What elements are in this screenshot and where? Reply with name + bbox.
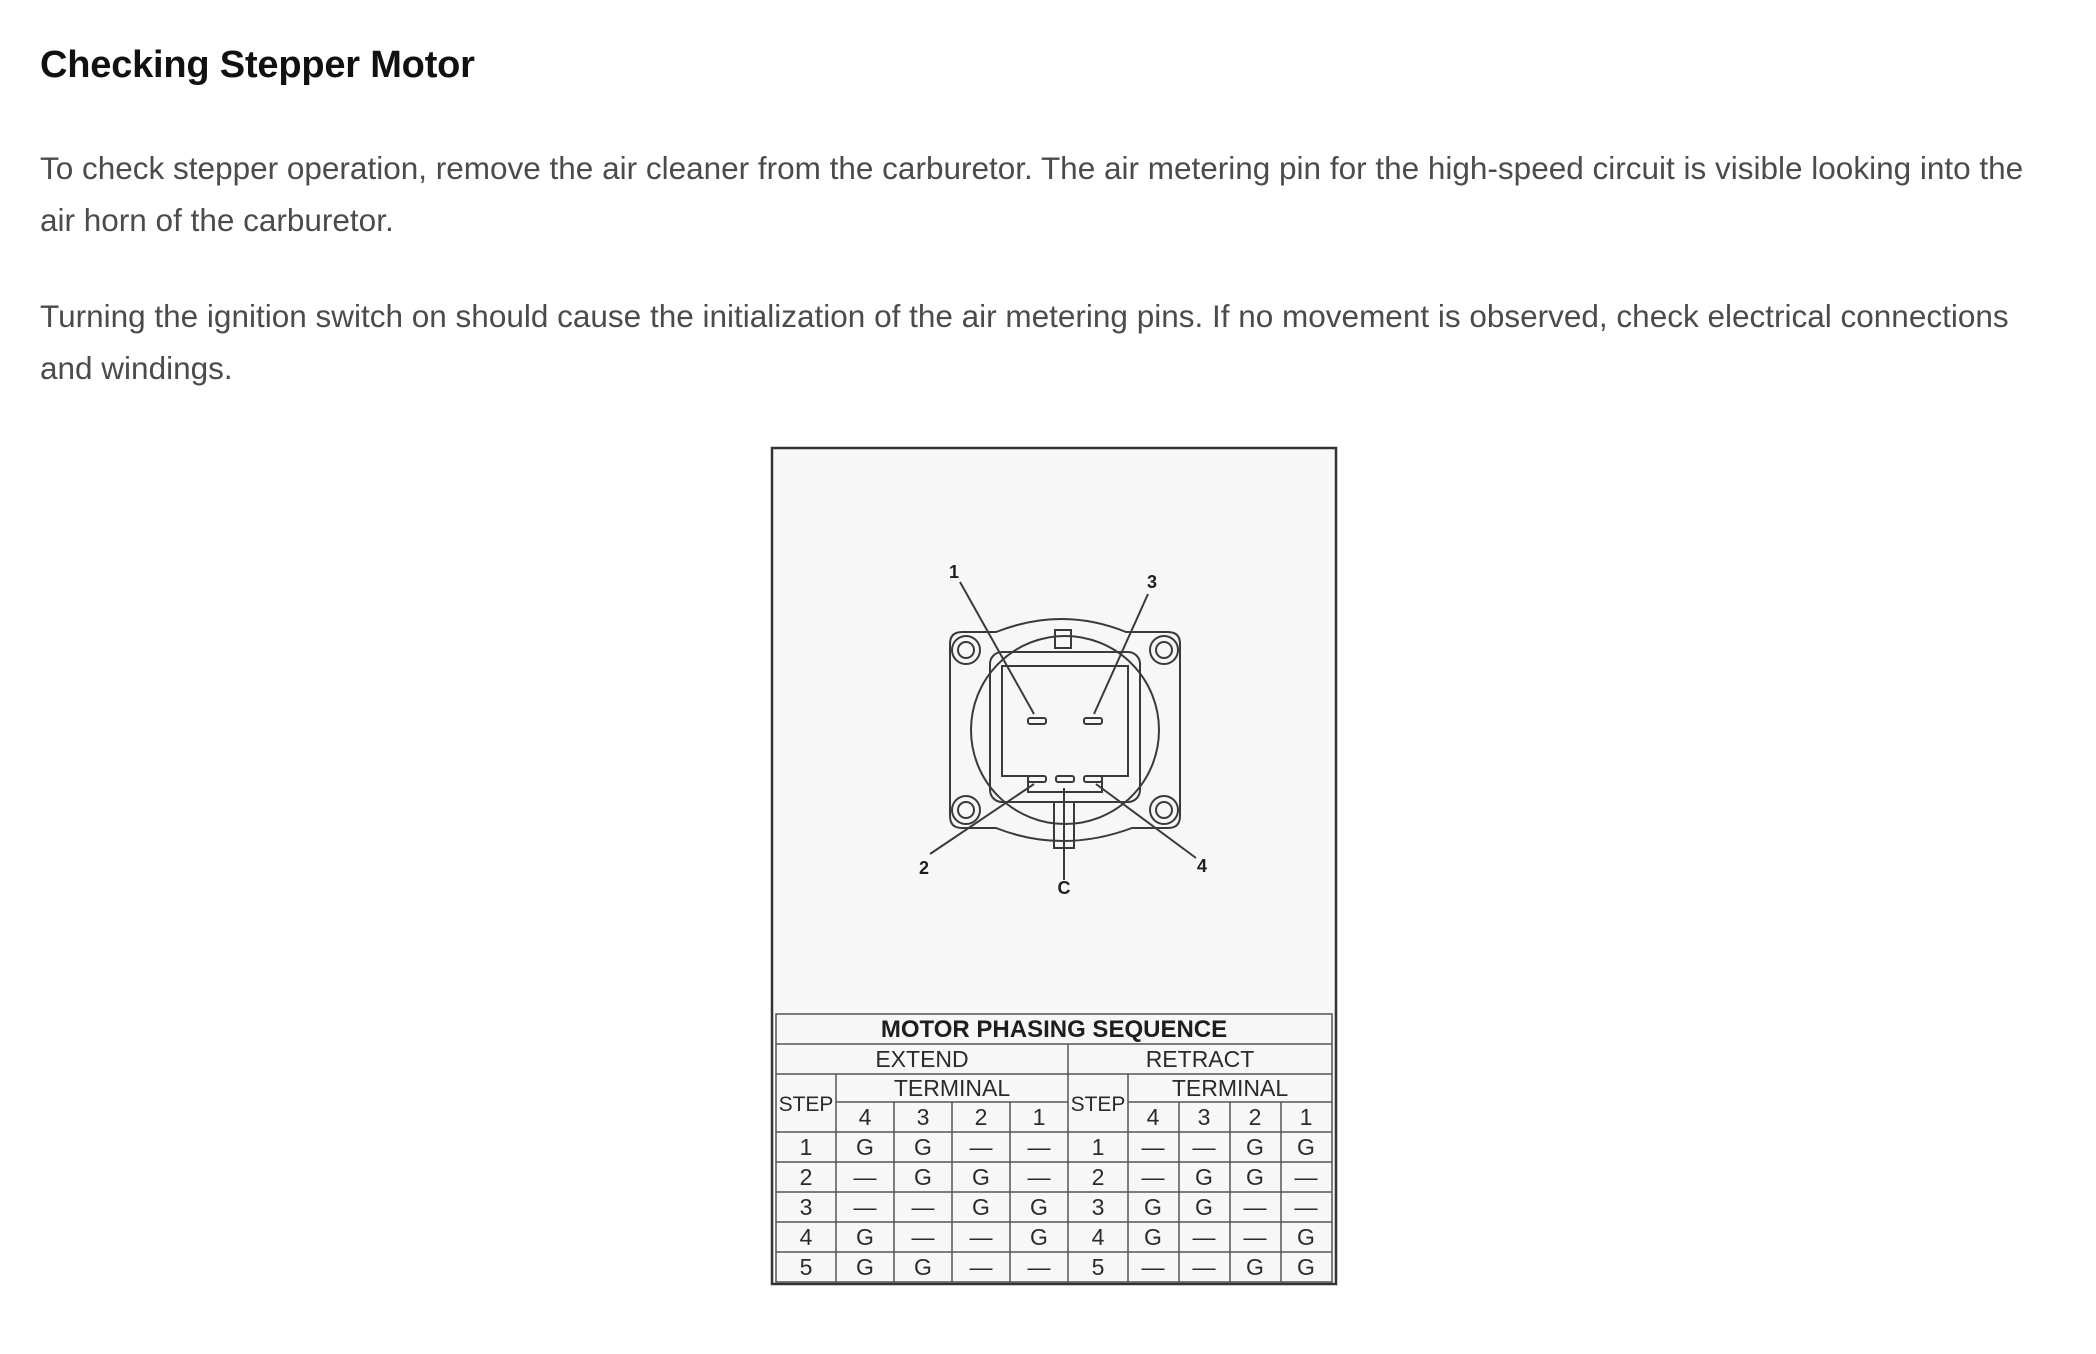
connector-label-c: C [1057,878,1071,898]
extend-terminal-2-header: 2 [974,1104,988,1130]
extend-step-4-terminal-1: G [1030,1224,1048,1250]
extend-step-header: STEP [778,1093,834,1116]
retract-step-4-terminal-2: — [1243,1224,1267,1250]
retract-step-3-terminal-1: — [1294,1194,1318,1220]
extend-step-2: 2 [799,1164,813,1190]
extend-step-4: 4 [799,1224,813,1250]
extend-step-1: 1 [799,1134,813,1160]
extend-step-3-terminal-2: G [972,1194,990,1220]
retract-step-5-terminal-2: G [1246,1254,1264,1280]
retract-terminal-4-header: 4 [1146,1104,1160,1130]
retract-step-3: 3 [1091,1194,1105,1220]
extend-step-5-terminal-2: — [969,1254,993,1280]
connector-label-3: 3 [1146,572,1158,592]
retract-step-header: STEP [1070,1093,1126,1116]
extend-step-1-terminal-4: G [856,1134,874,1160]
extend-step-1-terminal-3: G [914,1134,932,1160]
retract-step-1-terminal-3: — [1192,1134,1216,1160]
extend-step-4-terminal-3: — [911,1224,935,1250]
paragraph-stepper-check: To check stepper operation, remove the air cleaner from the carburetor. The air metering pin for the high-speed circuit is visible looking into the air horn of the carburetor. [40,150,2024,238]
extend-step-1-terminal-2: — [969,1134,993,1160]
retract-terminal-3-header: 3 [1197,1104,1211,1130]
retract-step-1-terminal-4: — [1141,1134,1165,1160]
extend-step-1-terminal-1: — [1027,1134,1051,1160]
stepper-motor-diagram [770,446,1338,1286]
retract-terminal-header: TERMINAL [1171,1075,1289,1101]
retract-step-3-terminal-4: G [1144,1194,1162,1220]
extend-step-3-terminal-3: — [911,1194,935,1220]
extend-step-3: 3 [799,1194,813,1220]
extend-step-5-terminal-1: — [1027,1254,1051,1280]
extend-step-2-terminal-2: G [972,1164,990,1190]
extend-step-3-terminal-1: G [1030,1194,1048,1220]
retract-step-5-terminal-3: — [1192,1254,1216,1280]
retract-step-4: 4 [1091,1224,1105,1250]
retract-label: RETRACT [1145,1046,1255,1072]
retract-step-2-terminal-3: G [1195,1164,1213,1190]
retract-step-1: 1 [1091,1134,1105,1160]
retract-step-2-terminal-1: — [1294,1164,1318,1190]
connector-label-1: 1 [948,562,960,582]
retract-step-3-terminal-3: G [1195,1194,1213,1220]
retract-step-2: 2 [1091,1164,1105,1190]
extend-step-4-terminal-4: G [856,1224,874,1250]
retract-step-4-terminal-3: — [1192,1224,1216,1250]
connector-label-2: 2 [918,858,930,878]
retract-step-1-terminal-1: G [1297,1134,1315,1160]
retract-step-5-terminal-4: — [1141,1254,1165,1280]
stepper-motor-figure [770,446,1338,1286]
retract-step-2-terminal-2: G [1246,1164,1264,1190]
retract-step-5: 5 [1091,1254,1105,1280]
extend-step-5: 5 [799,1254,813,1280]
extend-terminal-1-header: 1 [1032,1104,1046,1130]
extend-label: EXTEND [875,1046,969,1072]
paragraph-ignition-check: Turning the ignition switch on should cause the initialization of the air metering pins. If no movement is observed, check electrical connections and windings. [40,298,2009,386]
extend-step-2-terminal-1: — [1027,1164,1051,1190]
table-title: MOTOR PHASING SEQUENCE [880,1016,1228,1043]
extend-terminal-header: TERMINAL [893,1075,1011,1101]
extend-step-3-terminal-4: — [853,1194,877,1220]
extend-step-2-terminal-4: — [853,1164,877,1190]
page-title: Checking Stepper Motor [40,44,475,86]
retract-terminal-2-header: 2 [1248,1104,1262,1130]
retract-step-4-terminal-1: G [1297,1224,1315,1250]
retract-step-5-terminal-1: G [1297,1254,1315,1280]
extend-terminal-3-header: 3 [916,1104,930,1130]
connector-label-4: 4 [1196,856,1208,876]
retract-step-2-terminal-4: — [1141,1164,1165,1190]
extend-step-2-terminal-3: G [914,1164,932,1190]
extend-step-5-terminal-3: G [914,1254,932,1280]
retract-step-4-terminal-4: G [1144,1224,1162,1250]
retract-terminal-1-header: 1 [1299,1104,1313,1130]
retract-step-1-terminal-2: G [1246,1134,1264,1160]
extend-terminal-4-header: 4 [858,1104,872,1130]
extend-step-5-terminal-4: G [856,1254,874,1280]
retract-step-3-terminal-2: — [1243,1194,1267,1220]
extend-step-4-terminal-2: — [969,1224,993,1250]
